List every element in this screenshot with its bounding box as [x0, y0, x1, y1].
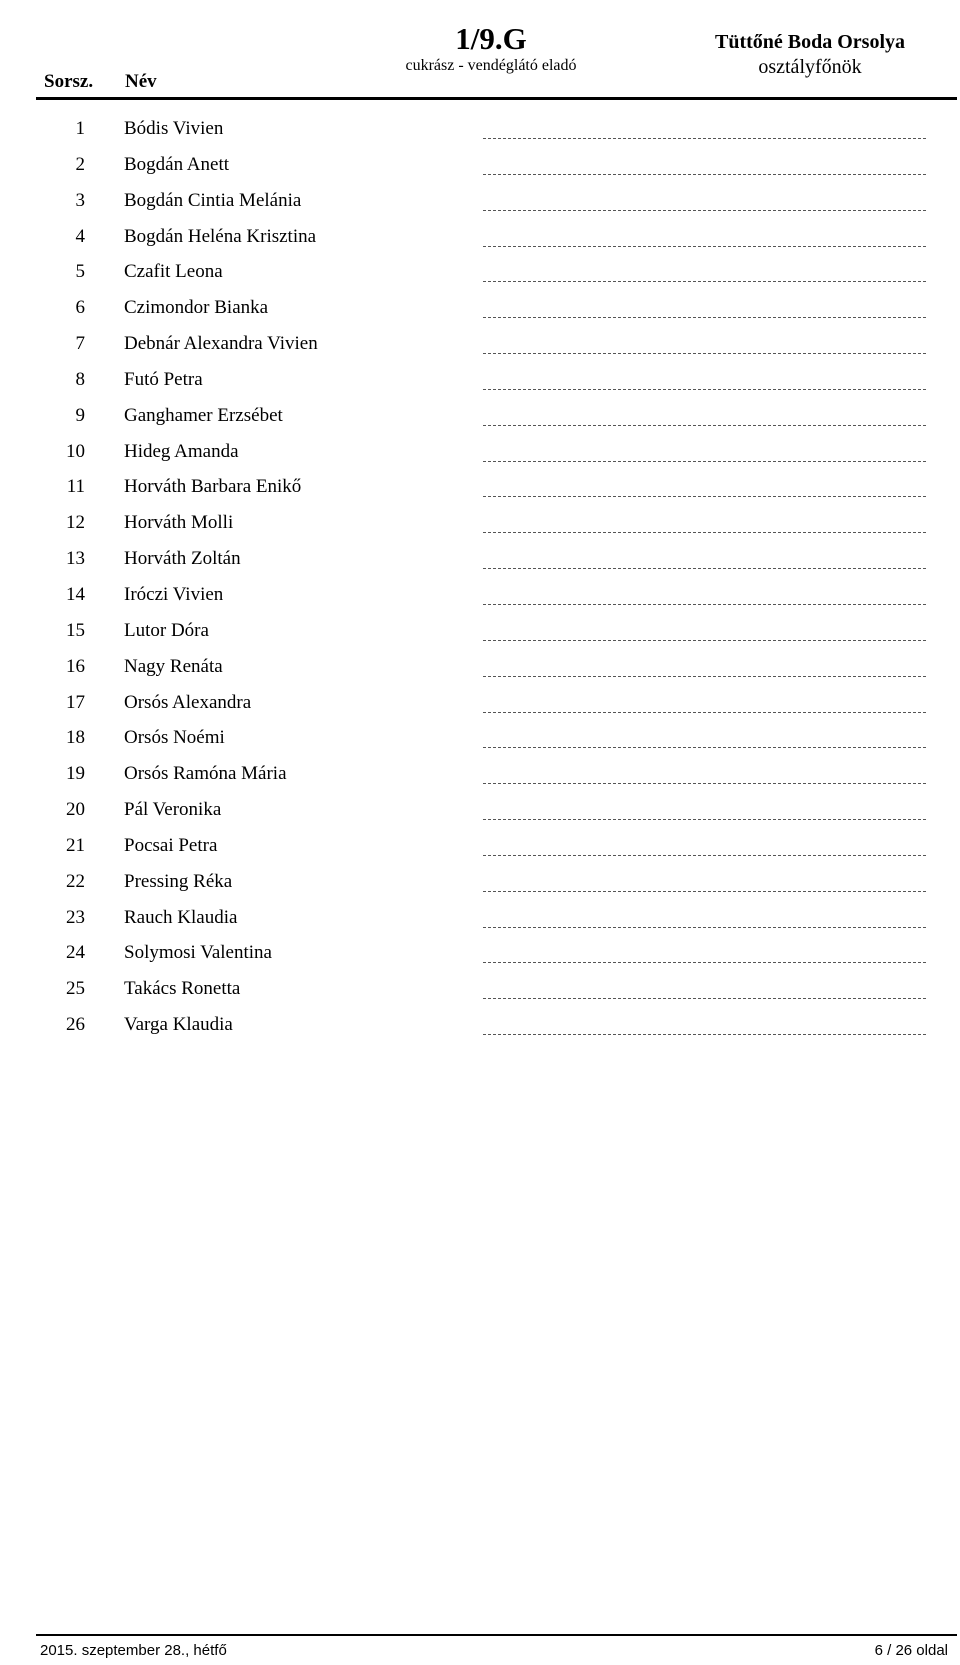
- header-divider: [36, 97, 957, 100]
- footer-page-number: 6 / 26 oldal: [874, 1642, 948, 1659]
- student-name: Czafit Leona: [124, 261, 223, 283]
- student-number: 23: [66, 906, 85, 928]
- student-row: [0, 255, 960, 291]
- student-name: Horváth Molli: [124, 512, 234, 534]
- page-footer: [0, 1632, 960, 1665]
- student-name: Czimondor Bianka: [124, 297, 269, 319]
- student-number: 14: [66, 583, 85, 605]
- student-name: Bogdán Anett: [124, 153, 230, 175]
- student-number: 16: [66, 655, 85, 677]
- student-row: [0, 363, 960, 399]
- student-number: 18: [66, 727, 85, 749]
- student-row: [0, 435, 960, 471]
- student-row: [0, 399, 960, 435]
- student-number: 21: [66, 834, 85, 856]
- student-row: [0, 972, 960, 1008]
- student-name: Hideg Amanda: [124, 440, 239, 462]
- signature-line: [483, 246, 926, 247]
- teacher-role: osztályfőnök: [758, 56, 862, 78]
- student-name: Pál Veronika: [124, 799, 222, 821]
- student-name: Bogdán Cintia Melánia: [124, 189, 302, 211]
- student-number: 1: [75, 118, 85, 139]
- student-row: [0, 291, 960, 327]
- student-number: 17: [66, 691, 85, 713]
- student-name: Bogdán Heléna Krisztina: [124, 225, 317, 247]
- signature-line: [483, 210, 926, 211]
- student-row: [0, 578, 960, 614]
- student-number: 10: [66, 440, 85, 462]
- student-row: [0, 506, 960, 542]
- student-name: Rauch Klaudia: [124, 906, 238, 928]
- student-number: 8: [75, 368, 85, 390]
- page-header: [0, 0, 960, 100]
- student-number: 25: [66, 978, 85, 1000]
- student-name: Pocsai Petra: [124, 834, 218, 856]
- signature-line: [483, 425, 926, 426]
- student-row: [0, 829, 960, 865]
- teacher-name: Tüttőné Boda Orsolya: [714, 31, 906, 53]
- student-row: [0, 936, 960, 972]
- student-row: [0, 650, 960, 686]
- student-number: 13: [66, 548, 85, 570]
- student-number: 5: [75, 261, 85, 283]
- student-row: [0, 901, 960, 937]
- student-row: [0, 148, 960, 184]
- student-row: [0, 327, 960, 363]
- signature-line: [483, 568, 926, 569]
- signature-line: [483, 640, 926, 641]
- student-number: 7: [75, 333, 85, 355]
- student-row: [0, 793, 960, 829]
- student-row: [0, 865, 960, 901]
- signature-line: [483, 855, 926, 856]
- student-list: [0, 112, 960, 1044]
- student-name: Horváth Barbara Enikő: [124, 476, 302, 498]
- class-specialization: cukrász - vendéglátó eladó: [405, 57, 577, 74]
- column-header-name: Név: [125, 71, 157, 92]
- signature-line: [483, 819, 926, 820]
- signature-line: [483, 174, 926, 175]
- student-number: 2: [75, 153, 85, 175]
- student-name: Varga Klaudia: [124, 1014, 233, 1036]
- student-row: [0, 721, 960, 757]
- student-row: [0, 184, 960, 220]
- student-number: 20: [66, 799, 85, 821]
- student-name: Orsós Alexandra: [124, 691, 252, 713]
- signature-line: [483, 389, 926, 390]
- signature-line: [483, 1034, 926, 1035]
- student-number: 22: [66, 870, 85, 892]
- signature-line: [483, 962, 926, 963]
- student-name: Debnár Alexandra Vivien: [124, 333, 318, 355]
- signature-line: [483, 676, 926, 677]
- signature-line: [483, 927, 926, 928]
- student-row: [0, 220, 960, 256]
- student-number: 26: [66, 1014, 85, 1036]
- signature-line: [483, 281, 926, 282]
- signature-line: [483, 317, 926, 318]
- signature-line: [483, 604, 926, 605]
- student-row: [0, 757, 960, 793]
- student-name: Orsós Noémi: [124, 727, 225, 749]
- student-name: Bódis Vivien: [124, 118, 224, 139]
- student-number: 15: [66, 619, 85, 641]
- column-header-number: Sorsz.: [44, 71, 94, 92]
- class-code: 1/9.G: [455, 21, 527, 56]
- student-name: Takács Ronetta: [124, 978, 241, 1000]
- signature-line: [483, 353, 926, 354]
- signature-line: [483, 532, 926, 533]
- student-name: Nagy Renáta: [124, 655, 223, 677]
- student-row: [0, 614, 960, 650]
- signature-line: [483, 998, 926, 999]
- student-name: Ganghamer Erzsébet: [124, 404, 283, 426]
- student-number: 4: [75, 225, 85, 247]
- student-name: Lutor Dóra: [124, 619, 209, 641]
- signature-line: [483, 783, 926, 784]
- student-number: 3: [75, 189, 85, 211]
- student-name: Pressing Réka: [124, 870, 233, 892]
- student-number: 6: [75, 297, 85, 319]
- student-number: 24: [66, 942, 85, 964]
- student-number: 19: [66, 763, 85, 785]
- signature-line: [483, 496, 926, 497]
- student-row: [0, 112, 960, 148]
- student-name: Horváth Zoltán: [124, 548, 241, 570]
- signature-line: [483, 138, 926, 139]
- signature-line: [483, 712, 926, 713]
- signature-line: [483, 891, 926, 892]
- student-row: [0, 686, 960, 722]
- signature-line: [483, 461, 926, 462]
- student-number: 9: [75, 404, 85, 426]
- student-name: Futó Petra: [124, 368, 203, 390]
- student-name: Iróczi Vivien: [124, 583, 224, 605]
- student-row: [0, 542, 960, 578]
- student-row: [0, 470, 960, 506]
- student-number: 12: [66, 512, 85, 534]
- student-number: 11: [66, 476, 85, 498]
- footer-divider: [36, 1634, 957, 1636]
- student-name: Solymosi Valentina: [124, 942, 272, 964]
- student-name: Orsós Ramóna Mária: [124, 763, 287, 785]
- signature-line: [483, 747, 926, 748]
- student-row: [0, 1008, 960, 1044]
- footer-date: 2015. szeptember 28., hétfő: [40, 1642, 227, 1659]
